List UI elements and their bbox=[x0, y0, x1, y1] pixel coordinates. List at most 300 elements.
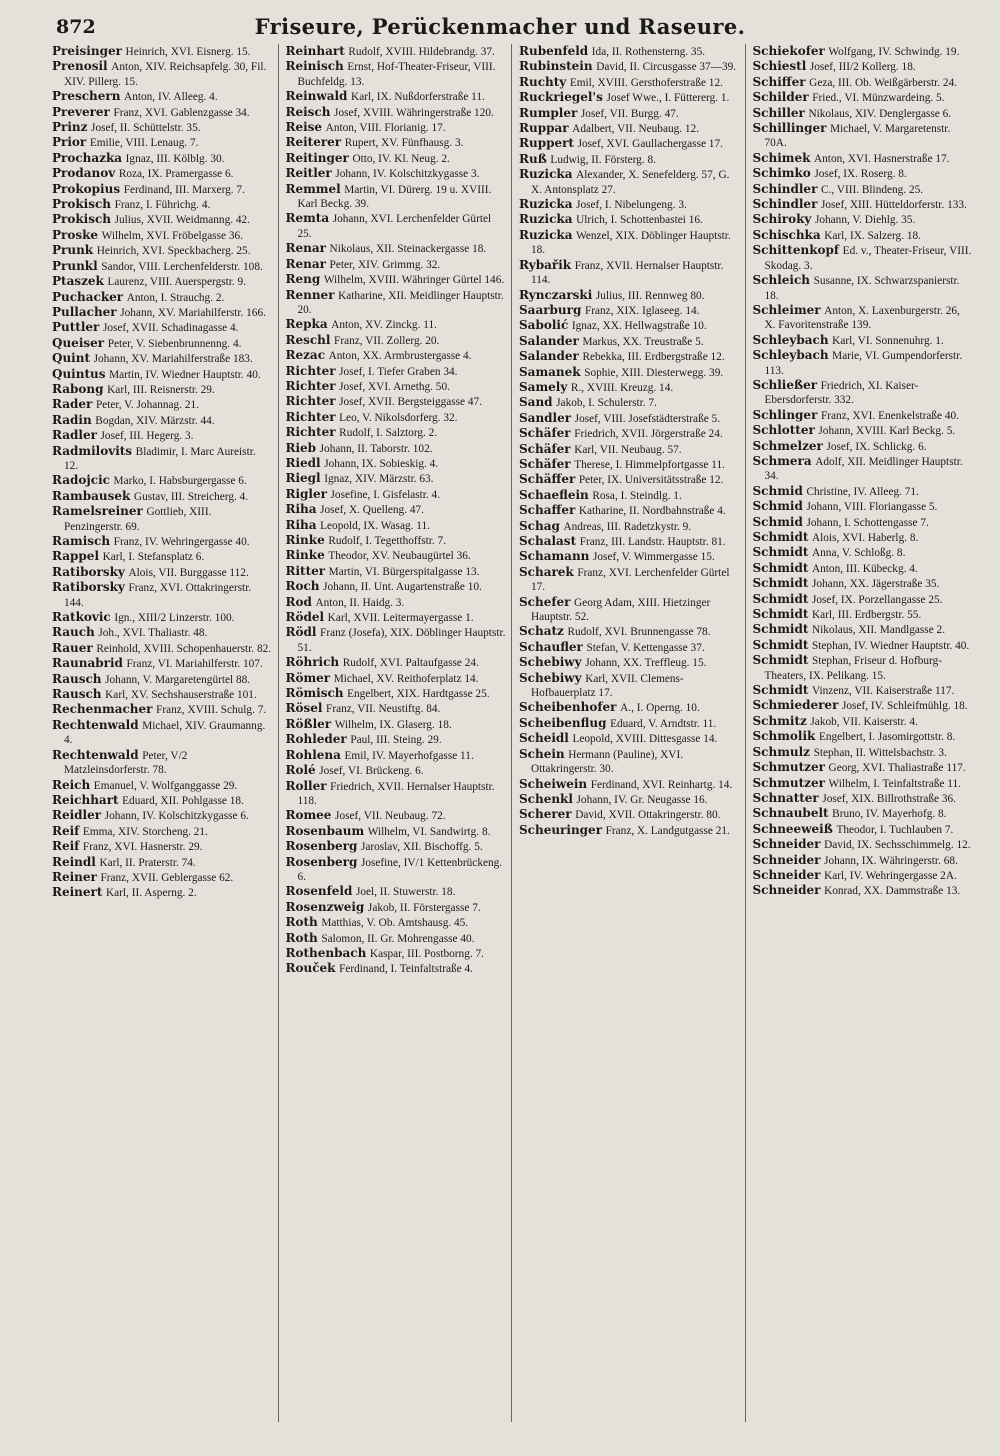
entry-name: Ruzicka bbox=[519, 227, 573, 242]
entry-details: Josefine, IV/1 Kettenbrückeng. 6. bbox=[297, 856, 503, 883]
entry-details: Eduard, V. Arndtstr. 11. bbox=[610, 717, 717, 730]
directory-entry bbox=[519, 395, 740, 410]
entry-details: Otto, IV. Kl. Neug. 2. bbox=[352, 152, 450, 165]
entry-name: Schmidt bbox=[752, 683, 809, 698]
entry-details: Peter, V/2 Matzleinsdorferstr. 78. bbox=[64, 749, 188, 777]
entry-name: Ruppar bbox=[519, 121, 569, 136]
entry-details: Franz, XVII. Hernalser Hauptstr. 114. bbox=[531, 259, 724, 287]
entry-name: Schlinger bbox=[752, 407, 818, 422]
directory-entry bbox=[52, 839, 273, 854]
entry-details: Rudolf, I. Tegetthoffstr. 7. bbox=[328, 535, 447, 547]
entry-details: Johann, IX. Währingerstr. 68. bbox=[824, 854, 958, 867]
entry-name: Schefer bbox=[519, 594, 571, 609]
entry-name: Prochazka bbox=[52, 150, 123, 165]
entry-name: Reif bbox=[52, 823, 80, 838]
directory-entry bbox=[519, 121, 740, 136]
entry-name: Schleich bbox=[752, 273, 810, 288]
directory-entry bbox=[52, 367, 273, 382]
entry-details: Johann, IV. Kolschitzkygasse 3. bbox=[335, 168, 480, 181]
directory-entry bbox=[519, 731, 740, 746]
entry-name: Schebiwy bbox=[519, 670, 582, 685]
entry-name: Reschl bbox=[285, 332, 331, 347]
entry-details: Christine, IV. Alleeg. 71. bbox=[806, 485, 919, 498]
entry-details: Johann, V. Diehlg. 35. bbox=[814, 214, 916, 227]
entry-details: Julius, III. Rennweg 80. bbox=[595, 289, 705, 302]
directory-entry bbox=[286, 135, 507, 150]
entry-details: Theodor, I. Tuchlauben 7. bbox=[836, 823, 954, 836]
entry-details: Franz, VII. Zollerg. 20. bbox=[334, 334, 440, 347]
directory-entry bbox=[286, 900, 507, 915]
directory-entry bbox=[52, 44, 273, 59]
entry-details: Josef, V. Wimmergasse 15. bbox=[593, 551, 715, 564]
page-header bbox=[0, 10, 1000, 44]
entry-details: Ignaz, XIV. Märzstr. 63. bbox=[324, 473, 434, 486]
entry-name: Quint bbox=[52, 351, 91, 366]
entry-name: Reich bbox=[52, 777, 91, 792]
entry-details: Sophie, XIII. Diesterwegg. 39. bbox=[584, 366, 724, 379]
directory-entry bbox=[753, 212, 974, 227]
directory-entry bbox=[519, 472, 740, 487]
entry-name: Rambausek bbox=[52, 488, 131, 503]
entry-details: Michael, XIV. Graumanng. 4. bbox=[64, 719, 266, 747]
directory-entry bbox=[519, 106, 740, 121]
entry-name: Schleimer bbox=[752, 302, 821, 317]
entry-name: Ruzicka bbox=[519, 197, 573, 212]
entry-name: Rader bbox=[52, 397, 93, 412]
entry-name: Schmiederer bbox=[752, 698, 839, 713]
entry-details: Bladimir, I. Marc Aureistr. 12. bbox=[64, 445, 256, 472]
directory-entry bbox=[52, 793, 273, 808]
directory-entry bbox=[286, 456, 507, 471]
entry-name: Schittenkopf bbox=[752, 243, 840, 258]
entry-name: Schäfer bbox=[519, 456, 571, 471]
entry-name: Rinke bbox=[285, 533, 325, 547]
entry-name: Prokisch bbox=[52, 197, 112, 212]
directory-entry bbox=[519, 167, 740, 197]
entry-name: Schmulz bbox=[752, 744, 810, 759]
entry-details: Vinzenz, VII. Kaiserstraße 117. bbox=[811, 685, 955, 698]
entry-name: Remta bbox=[285, 211, 330, 226]
directory-entry bbox=[52, 748, 273, 778]
directory-entry bbox=[52, 580, 273, 610]
entry-details: Johann, VIII. Floriangasse 5. bbox=[806, 501, 938, 514]
entry-details: Franz, VI. Mariahilferstr. 107. bbox=[126, 658, 263, 671]
entry-name: Reiterer bbox=[285, 135, 342, 150]
entry-name: Reinwald bbox=[285, 89, 348, 104]
entry-name: Scharek bbox=[519, 564, 574, 579]
directory-entry bbox=[753, 698, 974, 713]
entry-name: Romee bbox=[285, 808, 332, 823]
entry-details: Gottlieb, XIII. Penzingerstr. 69. bbox=[64, 506, 212, 533]
entry-details: Leopold, IX. Wasag. 11. bbox=[320, 519, 430, 532]
directory-entry bbox=[286, 394, 507, 409]
entry-details: Friedrich, XVII. Jörgerstraße 24. bbox=[574, 428, 723, 441]
directory-entry bbox=[286, 686, 507, 701]
directory-entry bbox=[519, 792, 740, 807]
entry-name: Roth bbox=[285, 930, 318, 945]
directory-column-2 bbox=[278, 44, 512, 1422]
entry-name: Reindl bbox=[52, 854, 96, 869]
entry-details: R., XVIII. Kreuzg. 14. bbox=[570, 381, 674, 394]
entry-details: Karl, VII. Neubaug. 57. bbox=[574, 443, 682, 456]
entry-name: Roller bbox=[285, 778, 327, 793]
directory-entry bbox=[52, 305, 273, 320]
directory-entry bbox=[753, 791, 974, 806]
entry-details: Josef, VIII. Josefstädterstraße 5. bbox=[574, 412, 721, 425]
directory-entry bbox=[753, 484, 974, 499]
directory-entry bbox=[286, 855, 507, 885]
directory-entry bbox=[519, 380, 740, 395]
entry-name: Repka bbox=[285, 317, 328, 332]
entry-details: Johann, V. Margaretengürtel 88. bbox=[105, 673, 251, 686]
entry-name: Rabong bbox=[52, 381, 104, 396]
entry-name: Schmid bbox=[752, 499, 803, 514]
entry-details: Reinhold, XVIII. Schopenhauerstr. 82. bbox=[96, 642, 272, 655]
entry-details: Nikolaus, XII. Mandlgasse 2. bbox=[811, 624, 946, 637]
directory-entry bbox=[753, 683, 974, 698]
directory-entry bbox=[286, 379, 507, 394]
entry-details: C., VIII. Blindeng. 25. bbox=[820, 183, 924, 196]
directory-entry bbox=[286, 884, 507, 899]
entry-details: Stefan, V. Kettengasse 37. bbox=[586, 641, 705, 654]
entry-details: Ludwig, II. Försterg. 8. bbox=[550, 153, 656, 166]
entry-name: Rosenfeld bbox=[285, 884, 353, 899]
entry-details: Johann, XX. Jägerstraße 35. bbox=[811, 578, 940, 591]
entry-details: Johann, XV. Mariahilferstr. 166. bbox=[120, 306, 266, 319]
directory-entry bbox=[286, 487, 507, 502]
entry-name: Richter bbox=[285, 409, 336, 424]
directory-entry bbox=[52, 808, 273, 823]
directory-entry bbox=[286, 763, 507, 778]
entry-name: Prenosil bbox=[52, 59, 108, 74]
entry-name: Rödl bbox=[285, 625, 317, 640]
directory-entry bbox=[753, 333, 974, 348]
entry-name: Ruzicka bbox=[519, 167, 573, 182]
entry-name: Radin bbox=[52, 412, 92, 427]
entry-name: Ratkovic bbox=[52, 610, 111, 625]
directory-entry bbox=[286, 502, 507, 517]
directory-entry bbox=[52, 382, 273, 397]
entry-name: Richter bbox=[285, 425, 336, 440]
entry-details: Andreas, III. Radetzkystr. 9. bbox=[563, 520, 692, 533]
entry-details: Engelbert, I. Jasomirgottstr. 8. bbox=[818, 731, 956, 744]
entry-name: Scheiwein bbox=[519, 776, 588, 791]
entry-name: Radmilovits bbox=[52, 443, 133, 458]
entry-details: Ignaz, XX. Hellwagstraße 10. bbox=[571, 320, 707, 333]
entry-details: David, II. Circusgasse 37—39. bbox=[596, 61, 737, 74]
directory-entry bbox=[753, 423, 974, 438]
directory-entry bbox=[286, 931, 507, 946]
entry-details: Jakob, VII. Kaiserstr. 4. bbox=[810, 715, 918, 728]
entry-details: Ernst, Hof-Theater-Friseur, VIII. Buchfeldg. 13. bbox=[297, 61, 496, 88]
entry-name: Preisinger bbox=[52, 44, 122, 58]
entry-details: Konrad, XX. Dammstraße 13. bbox=[824, 885, 961, 898]
directory-entry bbox=[753, 454, 974, 484]
directory-entry bbox=[286, 961, 507, 976]
entry-name: Prunk bbox=[52, 243, 94, 258]
entry-name: Schiller bbox=[752, 105, 805, 120]
entry-details: Bogdan, XIV. Märzstr. 44. bbox=[95, 414, 215, 427]
entry-details: Josef, IX. Schlickg. 6. bbox=[826, 440, 927, 453]
entry-name: Römer bbox=[285, 670, 331, 685]
entry-details: Josef, VII. Burgg. 47. bbox=[580, 107, 679, 120]
entry-details: Nikolaus, XII. Steinackergasse 18. bbox=[329, 243, 487, 256]
entry-name: Rynczarski bbox=[519, 287, 593, 302]
entry-name: Radler bbox=[52, 428, 97, 443]
entry-name: Puttler bbox=[52, 320, 100, 335]
directory-entry bbox=[753, 806, 974, 821]
directory-entry bbox=[52, 166, 273, 181]
entry-details: Josef, XVI. Gaullachergasse 17. bbox=[577, 138, 723, 151]
directory-entry bbox=[286, 211, 507, 241]
entry-details: Eduard, XII. Pohlgasse 18. bbox=[122, 794, 244, 807]
directory-entry bbox=[519, 549, 740, 564]
entry-details: Adalbert, VII. Neubaug. 12. bbox=[572, 123, 700, 136]
entry-details: Joh., XVI. Thaliastr. 48. bbox=[98, 627, 208, 640]
directory-entry bbox=[286, 59, 507, 89]
directory-entry bbox=[753, 653, 974, 683]
directory-entry bbox=[753, 378, 974, 408]
entry-name: Rödel bbox=[285, 610, 325, 625]
directory-entry bbox=[286, 548, 507, 563]
directory-entry bbox=[286, 625, 507, 655]
directory-entry bbox=[52, 473, 273, 488]
entry-name: Salander bbox=[519, 349, 579, 364]
entry-details: Josef, III. Hegerg. 3. bbox=[100, 430, 194, 443]
entry-details: Josef, XVII. Schadinagasse 4. bbox=[102, 322, 239, 335]
entry-details: Franz, XVI. Lerchenfelder Gürtel 17. bbox=[531, 566, 730, 594]
directory-entry bbox=[753, 883, 974, 898]
directory-column-3 bbox=[511, 44, 745, 1422]
directory-entry bbox=[286, 425, 507, 440]
directory-entry bbox=[753, 592, 974, 607]
entry-details: Josef, XVI. Arnethg. 50. bbox=[339, 380, 450, 393]
entry-name: Roth bbox=[285, 915, 318, 930]
directory-entry bbox=[519, 503, 740, 518]
page-number: 872 bbox=[56, 16, 96, 38]
directory-entry bbox=[52, 105, 273, 120]
entry-details: Katharine, II. Nordbahnstraße 4. bbox=[578, 505, 726, 518]
entry-name: Roch bbox=[285, 579, 320, 594]
directory-entry bbox=[519, 595, 740, 625]
entry-details: Stephan, II. Wittelsbachstr. 3. bbox=[813, 746, 947, 759]
directory-entry bbox=[753, 228, 974, 243]
entry-name: Rinke bbox=[285, 548, 325, 563]
entry-details: Emma, XIV. Storcheng. 21. bbox=[82, 825, 208, 838]
entry-details: Anton, XIV. Reichsapfelg. 30, Fil. XIV. Pillerg. 15. bbox=[64, 61, 267, 88]
entry-details: Georg, XVI. Thaliastraße 117. bbox=[828, 762, 966, 775]
entry-name: Schmid bbox=[752, 483, 803, 498]
directory-entry bbox=[753, 44, 974, 59]
entry-details: Wolfgang, IV. Schwindg. 19. bbox=[828, 46, 960, 58]
entry-details: David, XVII. Ottakringerstr. 80. bbox=[575, 809, 721, 822]
entry-details: Adolf, XII. Meidlinger Hauptstr. 34. bbox=[764, 455, 963, 483]
directory-entry bbox=[753, 776, 974, 791]
directory-columns bbox=[52, 44, 978, 1422]
directory-entry bbox=[519, 671, 740, 701]
entry-name: Schneider bbox=[752, 837, 821, 852]
directory-entry bbox=[753, 561, 974, 576]
directory-entry bbox=[52, 182, 273, 197]
entry-name: Rieb bbox=[285, 440, 317, 455]
directory-entry bbox=[519, 411, 740, 426]
directory-entry bbox=[52, 59, 273, 89]
entry-details: Wilhelm, IX. Glaserg. 18. bbox=[334, 718, 452, 731]
directory-entry bbox=[52, 504, 273, 534]
entry-name: Schimek bbox=[752, 150, 811, 165]
directory-entry bbox=[286, 595, 507, 610]
directory-entry bbox=[52, 885, 273, 900]
directory-entry bbox=[286, 839, 507, 854]
entry-details: Stephan, IV. Wiedner Hauptstr. 40. bbox=[811, 639, 970, 652]
entry-name: Schmidt bbox=[752, 560, 809, 575]
entry-name: Preschern bbox=[52, 89, 121, 104]
directory-entry bbox=[519, 519, 740, 534]
entry-name: Schmitz bbox=[752, 713, 807, 728]
entry-details: Karl, IV. Wehringergasse 2A. bbox=[824, 869, 957, 882]
entry-name: Schaffer bbox=[519, 503, 576, 518]
directory-entry bbox=[52, 718, 273, 748]
directory-entry bbox=[286, 241, 507, 256]
entry-name: Rosenbaum bbox=[285, 823, 365, 838]
directory-entry bbox=[286, 333, 507, 348]
entry-details: Salomon, II. Gr. Mohrengasse 40. bbox=[321, 932, 475, 945]
directory-entry bbox=[519, 700, 740, 715]
entry-name: Prodanov bbox=[52, 166, 116, 181]
entry-details: Geza, III. Ob. Weißgärberstr. 24. bbox=[809, 76, 958, 89]
entry-details: Stephan, Friseur d. Hofburg-Theaters, IX. Pelikang. 15. bbox=[764, 655, 942, 682]
entry-name: Schmidt bbox=[752, 653, 809, 668]
directory-entry bbox=[286, 915, 507, 930]
entry-name: Rezac bbox=[285, 348, 326, 363]
entry-name: Prokisch bbox=[52, 212, 112, 227]
directory-entry bbox=[519, 442, 740, 457]
directory-entry bbox=[286, 533, 507, 548]
directory-entry bbox=[753, 151, 974, 166]
entry-details: Martin, IV. Wiedner Hauptstr. 40. bbox=[109, 368, 261, 381]
entry-details: Franz (Josefa), XIX. Döblinger Hauptstr. 51. bbox=[297, 627, 506, 654]
entry-details: Ferdinand, I. Teinfaltstraße 4. bbox=[339, 963, 473, 976]
directory-entry bbox=[52, 135, 273, 150]
directory-entry bbox=[52, 290, 273, 305]
directory-entry bbox=[286, 348, 507, 363]
entry-details: Rupert, XV. Fünfhausg. 3. bbox=[344, 137, 464, 150]
directory-entry bbox=[52, 351, 273, 366]
entry-name: Ratiborsky bbox=[52, 580, 125, 595]
entry-name: Renner bbox=[285, 287, 335, 302]
entry-name: Schiffer bbox=[752, 74, 806, 89]
entry-name: Rohlena bbox=[285, 747, 341, 762]
entry-details: Karl, XV. Sechshauserstraße 101. bbox=[105, 689, 257, 702]
directory-entry bbox=[286, 701, 507, 716]
directory-entry bbox=[519, 426, 740, 441]
directory-entry bbox=[286, 471, 507, 486]
entry-name: Rohleder bbox=[285, 732, 347, 747]
directory-entry bbox=[519, 90, 740, 105]
directory-entry bbox=[286, 151, 507, 166]
entry-name: Rechtenwald bbox=[52, 747, 139, 762]
entry-name: Rothenbach bbox=[285, 945, 367, 960]
directory-entry bbox=[286, 779, 507, 809]
directory-entry bbox=[52, 610, 273, 625]
entry-details: Jakob, I. Schulerstr. 7. bbox=[556, 397, 657, 410]
directory-entry bbox=[519, 807, 740, 822]
entry-name: Pullacher bbox=[52, 304, 117, 319]
directory-entry bbox=[519, 288, 740, 303]
entry-details: Emil, IV. Mayerhofgasse 11. bbox=[344, 749, 474, 762]
directory-entry bbox=[753, 714, 974, 729]
entry-name: Schmutzer bbox=[752, 775, 825, 790]
entry-name: Ramelsreiner bbox=[52, 504, 143, 519]
entry-details: Alois, XVI. Haberlg. 8. bbox=[811, 532, 919, 544]
entry-name: Schnatter bbox=[752, 790, 819, 805]
entry-details: Franz, XVI. Gablenzgasse 34. bbox=[113, 106, 250, 119]
entry-name: Schneider bbox=[752, 867, 821, 882]
directory-entry bbox=[52, 397, 273, 412]
directory-entry bbox=[286, 441, 507, 456]
directory-entry bbox=[52, 228, 273, 243]
entry-details: Wenzel, XIX. Döblinger Hauptstr. 18. bbox=[531, 229, 731, 257]
directory-entry bbox=[519, 365, 740, 380]
directory-entry bbox=[753, 499, 974, 514]
entry-name: Prinz bbox=[52, 120, 88, 135]
directory-entry bbox=[52, 320, 273, 335]
entry-details: Johann, IV. Kolschitzkygasse 6. bbox=[104, 810, 249, 823]
directory-entry bbox=[286, 655, 507, 670]
entry-details: Martin, VI. Bürgerspitalgasse 13. bbox=[328, 565, 480, 578]
directory-entry bbox=[753, 515, 974, 530]
entry-details: Georg Adam, XIII. Hietzinger Hauptstr. 52. bbox=[531, 596, 711, 624]
entry-details: Anton, XX. Armbrustergasse 4. bbox=[328, 350, 472, 363]
entry-name: Rausch bbox=[52, 687, 102, 702]
directory-entry bbox=[286, 364, 507, 379]
directory-entry bbox=[52, 824, 273, 839]
entry-details: Peter, V. Johannag. 21. bbox=[95, 399, 199, 412]
directory-entry bbox=[52, 274, 273, 289]
directory-entry bbox=[52, 444, 273, 474]
entry-details: Josef, IV. Schleifmühlg. 18. bbox=[842, 700, 968, 713]
directory-entry bbox=[286, 182, 507, 212]
directory-entry bbox=[753, 303, 974, 333]
directory-entry bbox=[753, 348, 974, 378]
entry-details: Wilhelm, XVI. Fröbelgasse 36. bbox=[101, 229, 244, 242]
entry-details: Franz, XVI. Hasnerstr. 29. bbox=[82, 841, 203, 854]
directory-entry bbox=[52, 413, 273, 428]
directory-entry bbox=[286, 518, 507, 533]
entry-details: Josef, VII. Neubaug. 72. bbox=[335, 810, 446, 823]
entry-name: Richter bbox=[285, 394, 336, 409]
entry-details: Ignaz, III. Kölblg. 30. bbox=[125, 152, 225, 165]
entry-name: Rechtenwald bbox=[52, 717, 139, 732]
directory-entry bbox=[753, 182, 974, 197]
directory-entry bbox=[753, 576, 974, 591]
entry-name: Schimko bbox=[752, 166, 811, 181]
entry-name: Ruchty bbox=[519, 74, 567, 89]
entry-details: Nikolaus, XIV. Denglergasse 6. bbox=[808, 107, 952, 120]
entry-name: Schließer bbox=[752, 377, 818, 392]
directory-entry bbox=[286, 120, 507, 135]
entry-name: Ruß bbox=[519, 151, 547, 166]
entry-details: Karl, IX. Salzerg. 18. bbox=[824, 229, 921, 242]
entry-name: Schenkl bbox=[519, 791, 573, 806]
entry-details: Josef, I. Nibelungeng. 3. bbox=[576, 199, 687, 212]
entry-name: Samanek bbox=[519, 364, 581, 379]
entry-details: Michael, V. Margaretenstr. 70A. bbox=[764, 123, 951, 150]
directory-entry bbox=[52, 534, 273, 549]
entry-name: Reiner bbox=[52, 869, 97, 884]
entry-details: Karl, III. Erdbergstr. 55. bbox=[811, 609, 922, 622]
entry-details: Marie, VI. Gumpendorferstr. 113. bbox=[764, 350, 963, 377]
